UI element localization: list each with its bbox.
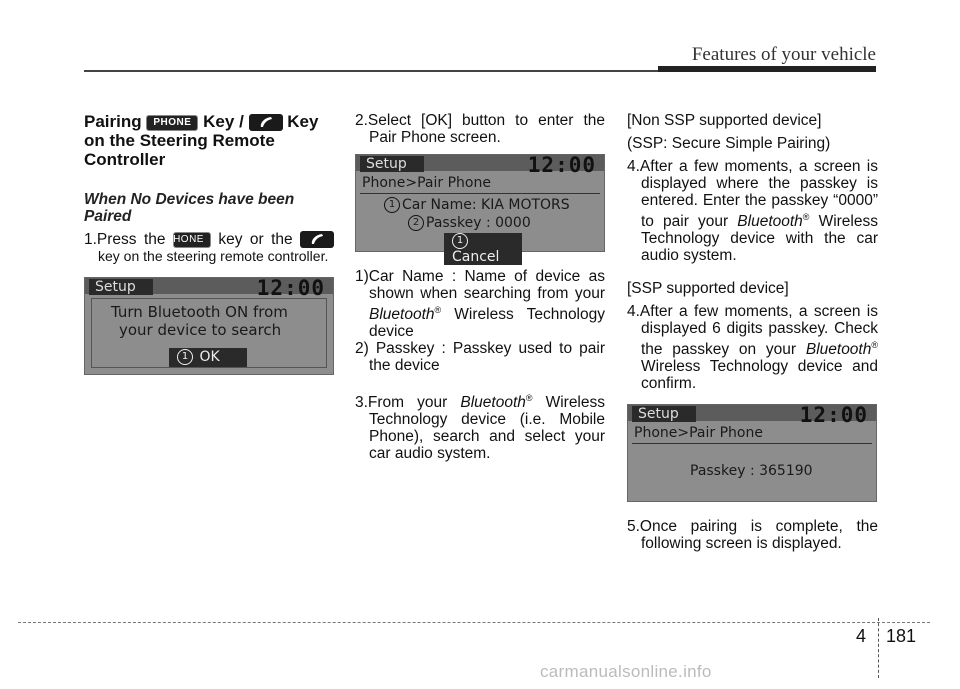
screen-tab: Setup	[632, 406, 696, 422]
screen-clock: 12:00	[799, 403, 868, 428]
screen-message-line-2: your device to search	[119, 321, 282, 340]
step-1: 1.Press the PHONE key or the key on the steering remote controller.	[84, 231, 334, 265]
screen-pair-phone-passkey-0000	[355, 153, 605, 265]
screen-turn-bluetooth-on	[84, 277, 334, 375]
passkey-line: Passkey : 365190	[690, 463, 813, 480]
step-4-ssp: 4.After a few moments, a screen is displayed 6 digits passkey. Check the passkey on your Bluetooth® Wireless Technology device and confirm.	[627, 303, 878, 393]
screen-tab: Setup	[89, 279, 153, 295]
column-2	[355, 112, 605, 462]
call-key-icon	[249, 114, 283, 131]
screen-message-line-1: Turn Bluetooth ON from	[111, 303, 288, 322]
step-2: 2.Select [OK] button to enter the Pair Phone screen.	[355, 112, 605, 146]
ssp-definition: (SSP: Secure Simple Pairing)	[627, 135, 831, 152]
screen-clock: 12:00	[527, 153, 596, 177]
column-3	[627, 112, 878, 552]
subheading: When No Devices have been Paired	[84, 191, 295, 226]
phone-key-icon: PHONE	[173, 232, 211, 248]
step-4-non-ssp: 4.After a few moments, a screen is displayed where the passkey is entered. Enter the passkey “0000” to pair your Bluetooth® Wireless Technology device with the car audio system.	[627, 158, 878, 265]
watermark: carmanualsonline.info	[540, 662, 712, 681]
non-ssp-title: [Non SSP supported device]	[627, 112, 822, 129]
page-number: 181	[886, 626, 917, 646]
chapter-number: 4	[856, 626, 867, 646]
step-5: 5.Once pairing is complete, the following screen is displayed.	[627, 518, 878, 553]
cancel-button[interactable]: 1Cancel	[444, 233, 522, 265]
ssp-title: [SSP supported device]	[627, 280, 789, 298]
phone-key-icon: PHONE	[146, 115, 198, 131]
note-passkey: 2) Passkey : Passkey used to pair the device	[355, 340, 605, 375]
screen-title: Phone>Pair Phone	[634, 425, 763, 442]
section-heading: Pairing PHONE Key / Key on the Steering Remote Controller	[84, 112, 319, 170]
passkey-line: 2 Passkey : 0000	[408, 215, 531, 232]
screen-pair-phone-passkey-ssp	[627, 404, 877, 502]
header-rule-accent	[658, 66, 876, 72]
column-1	[84, 112, 334, 375]
call-key-icon	[300, 231, 334, 248]
ok-button[interactable]: 1 OK	[169, 348, 247, 367]
car-name-line: 1 Car Name: KIA MOTORS	[384, 197, 570, 214]
step-3: 3.From your Bluetooth® Wireless Technology device (i.e. Mobile Phone), search and select your car audio system.	[355, 393, 605, 463]
page-header-title: Features of your vehicle	[691, 44, 876, 65]
screen-tab: Setup	[360, 156, 424, 172]
note-car-name: 1)Car Name : Name of device as shown when searching from your Bluetooth® Wireless Technology device	[355, 268, 605, 341]
footer-separator	[878, 618, 879, 678]
screen-title: Phone>Pair Phone	[362, 175, 491, 191]
screen-clock: 12:00	[256, 276, 325, 301]
footer-rule	[18, 622, 930, 623]
